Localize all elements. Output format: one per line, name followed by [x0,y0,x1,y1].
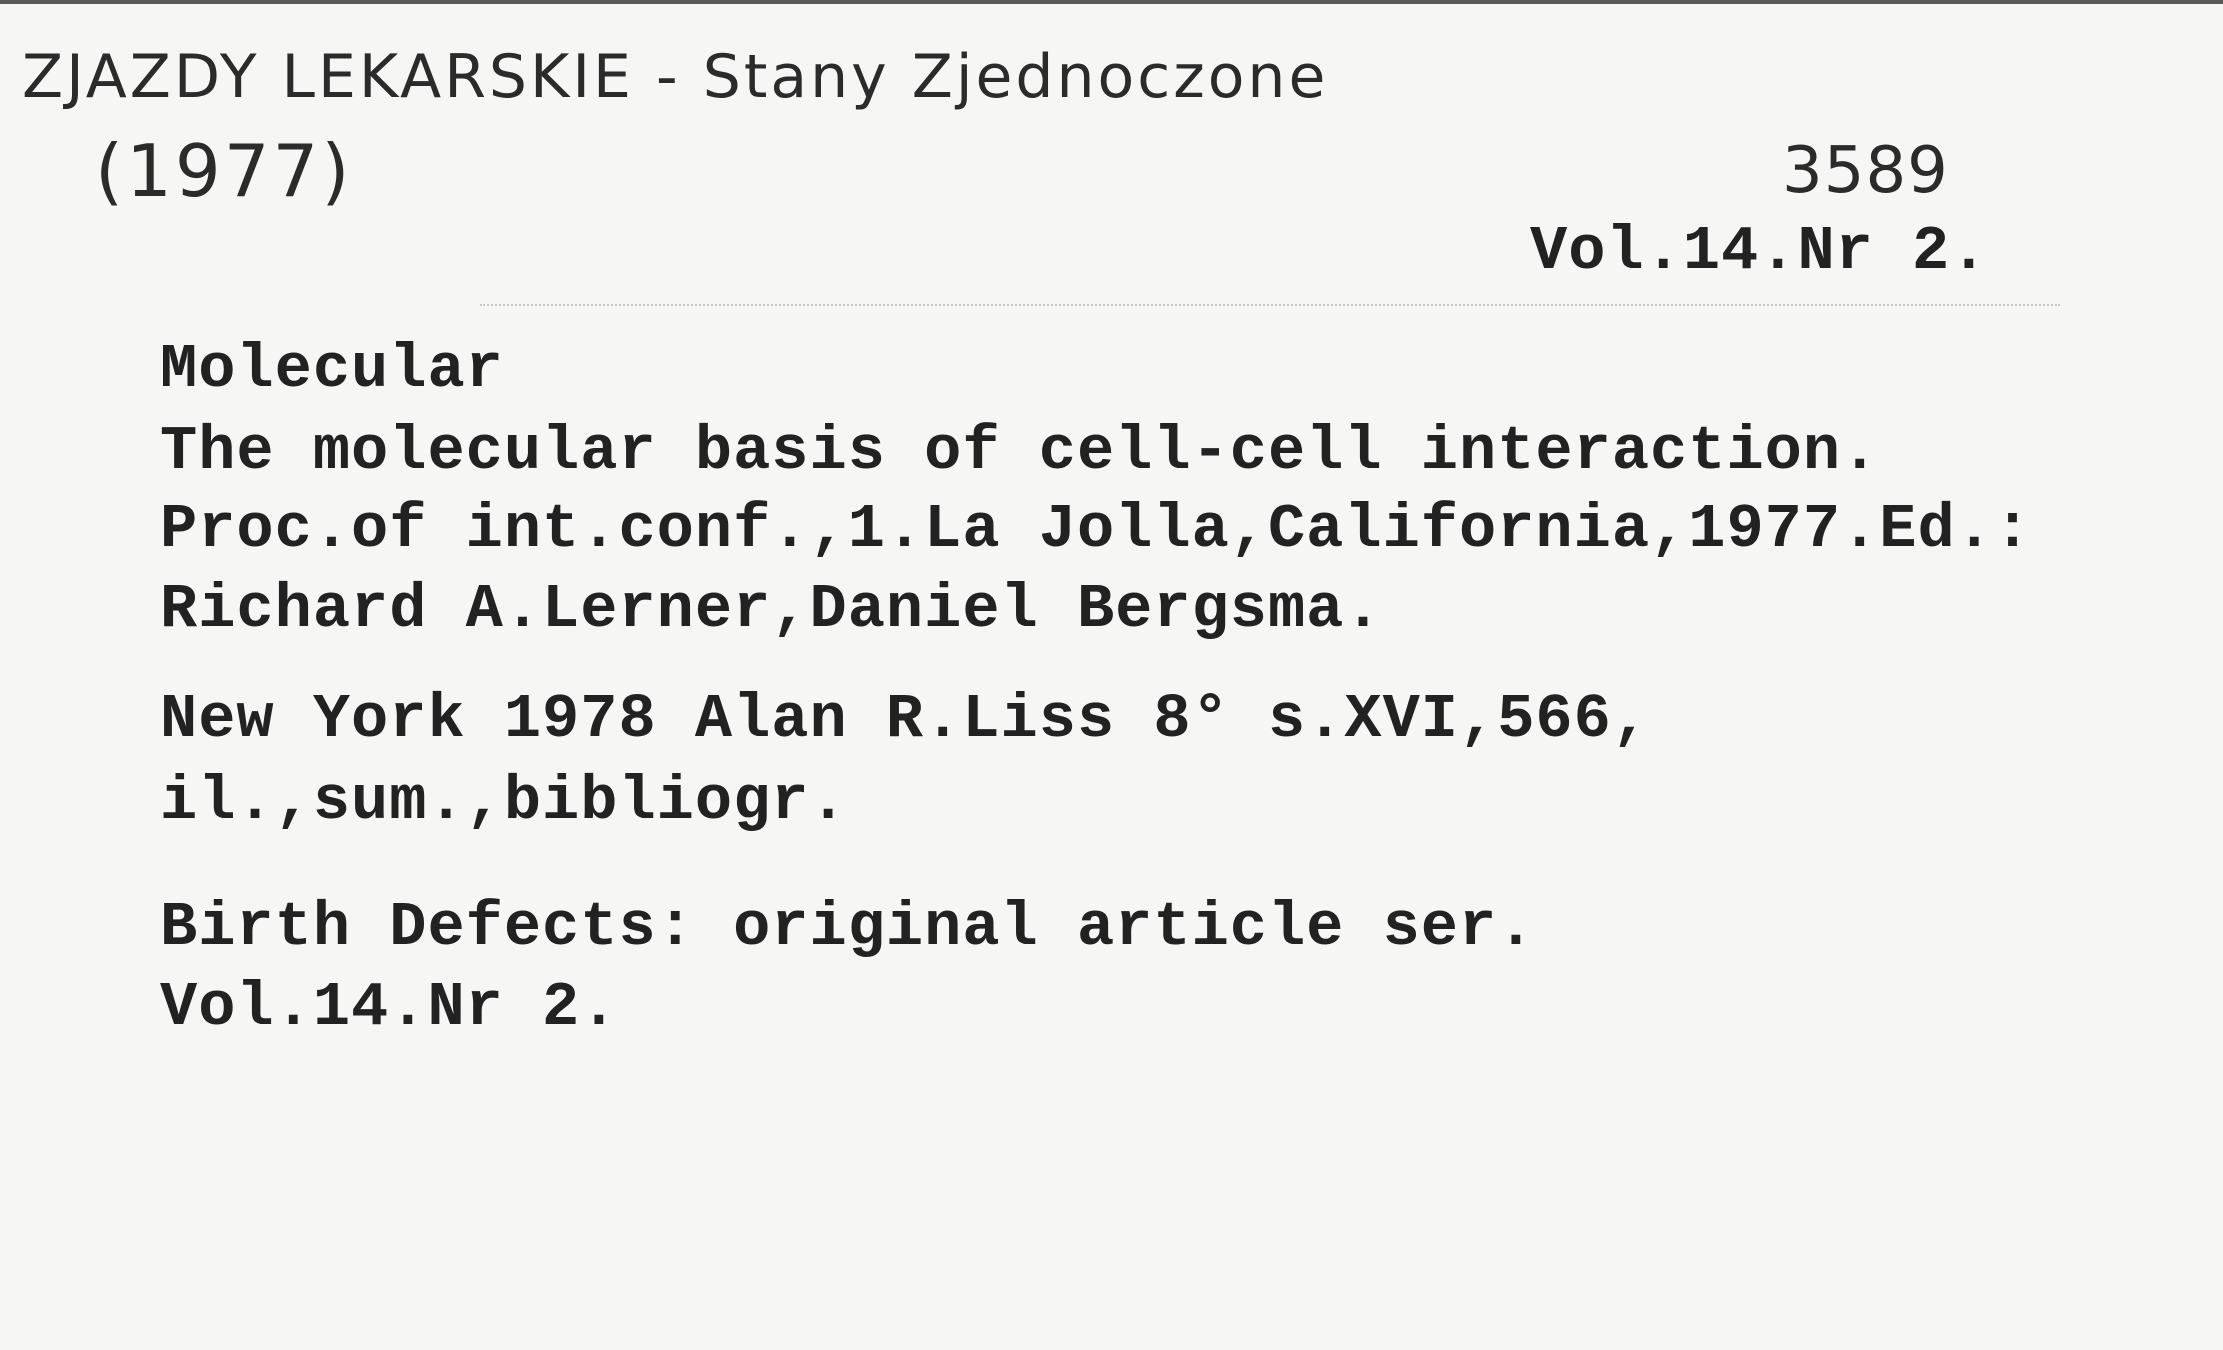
volume-reference: Vol.14.Nr 2. [1530,216,1989,287]
series-line: Birth Defects: original article ser. [160,892,1536,963]
conference-line: Proc.of int.conf.,1.La Jolla,California,1977.Ed.: [160,494,2033,565]
card-year: (1977) [95,129,353,213]
divider [480,304,2060,306]
subject-heading: Molecular [160,334,504,405]
title-line: The molecular basis of cell-cell interaction. [160,416,1880,487]
imprint-line: New York 1978 Alan R.Liss 8° s.XVI,566, [160,684,1651,755]
card-heading: ZJAZDY LEKARSKIE - Stany Zjednoczone [22,42,1329,112]
series-volume-line: Vol.14.Nr 2. [160,972,619,1043]
description-line: il.,sum.,bibliogr. [160,766,848,837]
editors-line: Richard A.Lerner,Daniel Bergsma. [160,574,1383,645]
shelf-number: 3589 [1782,134,1949,208]
